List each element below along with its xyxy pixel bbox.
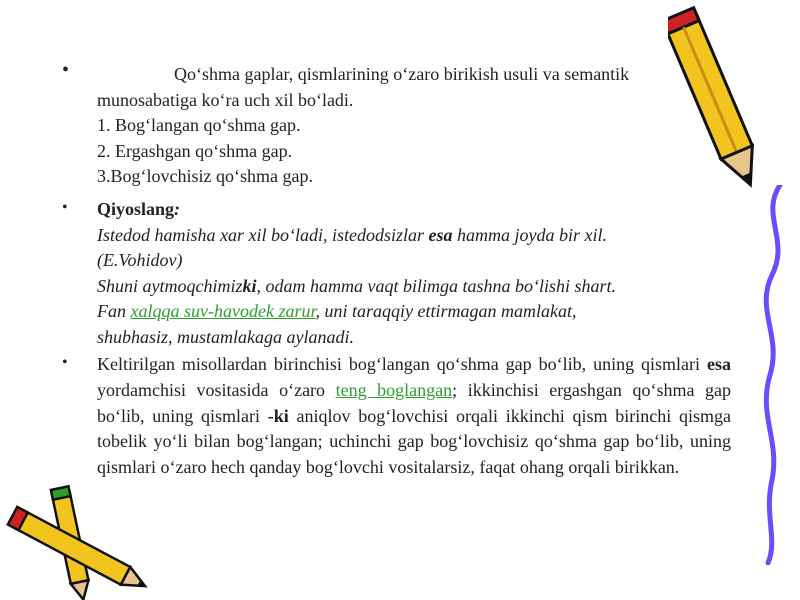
intro-line-2: munosabatiga ko‘ra uch xil bo‘ladi. <box>97 89 354 110</box>
explanation-block <box>97 352 731 481</box>
explanation-link[interactable]: teng boglangan <box>335 379 453 400</box>
example-1 <box>97 223 731 249</box>
intro-line-1: Qo‘shma gaplar, qismlarining o‘zaro birikish usuli va semantik <box>174 64 630 84</box>
examples-heading: Qiyoslang <box>97 199 175 219</box>
example-2-text-end: , odam hamma vaqt bilimga tashna bo‘lishi shart. <box>256 275 617 296</box>
examples-heading-colon: : <box>174 199 181 219</box>
examples-heading-line <box>97 197 731 223</box>
bullet-2: • <box>62 199 68 216</box>
example-3-text: Fan <box>97 301 131 321</box>
example-3-text-end: , uni taraqqiy ettirmagan mamlakat, <box>315 301 577 321</box>
intro-item-2: 2. Ergashgan qo‘shma gap. <box>97 140 293 161</box>
example-2-bold: ki <box>242 275 257 296</box>
example-1-author: (E.Vohidov) <box>97 250 183 270</box>
intro-block <box>97 62 731 190</box>
example-2 <box>97 274 731 300</box>
example-1-text-end: hamma joyda bir xil. <box>452 224 607 245</box>
example-3 <box>97 299 731 325</box>
pencils-icon <box>0 480 170 600</box>
example-1-bold: esa <box>428 224 453 245</box>
example-1-text: Istedod hamisha xar xil bo‘ladi, istedodsizlar <box>97 224 429 245</box>
examples-block <box>97 197 731 350</box>
explanation-text-1: Keltirilgan misollardan birinchisi bog‘langan qo‘shma gap bo‘lib, uning qismlari <box>97 354 707 374</box>
bullet-1: • <box>62 59 70 81</box>
decorative-wavy-line <box>750 185 800 565</box>
example-3-link[interactable]: xalqqa suv-havodek zarur <box>130 301 316 321</box>
bullet-3: • <box>62 354 68 371</box>
explanation-text-3: ; ikkinchisi ergashgan qo‘shma gap bo‘lib, uning qismlari <box>97 379 731 426</box>
explanation-bold-1: esa <box>707 354 731 374</box>
intro-item-3: 3.Bog‘lovchisiz qo‘shma gap. <box>97 166 313 186</box>
explanation-text-4: aniqlov bog‘lovchisi orqali ikkinchi qism birinchi qismga tobelik yo‘li bilan bog‘langan; uchinchi gap bog‘lovchisiz qo‘shma gap bo‘lib, uning qismlari o‘zaro hech qanday bog‘lovchi vositalarsiz, faqat ohang orqali birikkan. <box>97 405 731 478</box>
example-3-line-2: shubhasiz, mustamlakaga aylanadi. <box>97 326 355 347</box>
intro-item-1: 1. Bog‘langan qo‘shma gap. <box>97 115 301 135</box>
explanation-text-2: yordamchisi vositasida o‘zaro <box>97 379 336 400</box>
example-2-text: Shuni aytmoqchimiz <box>97 275 243 296</box>
explanation-bold-2: -ki <box>267 405 289 426</box>
